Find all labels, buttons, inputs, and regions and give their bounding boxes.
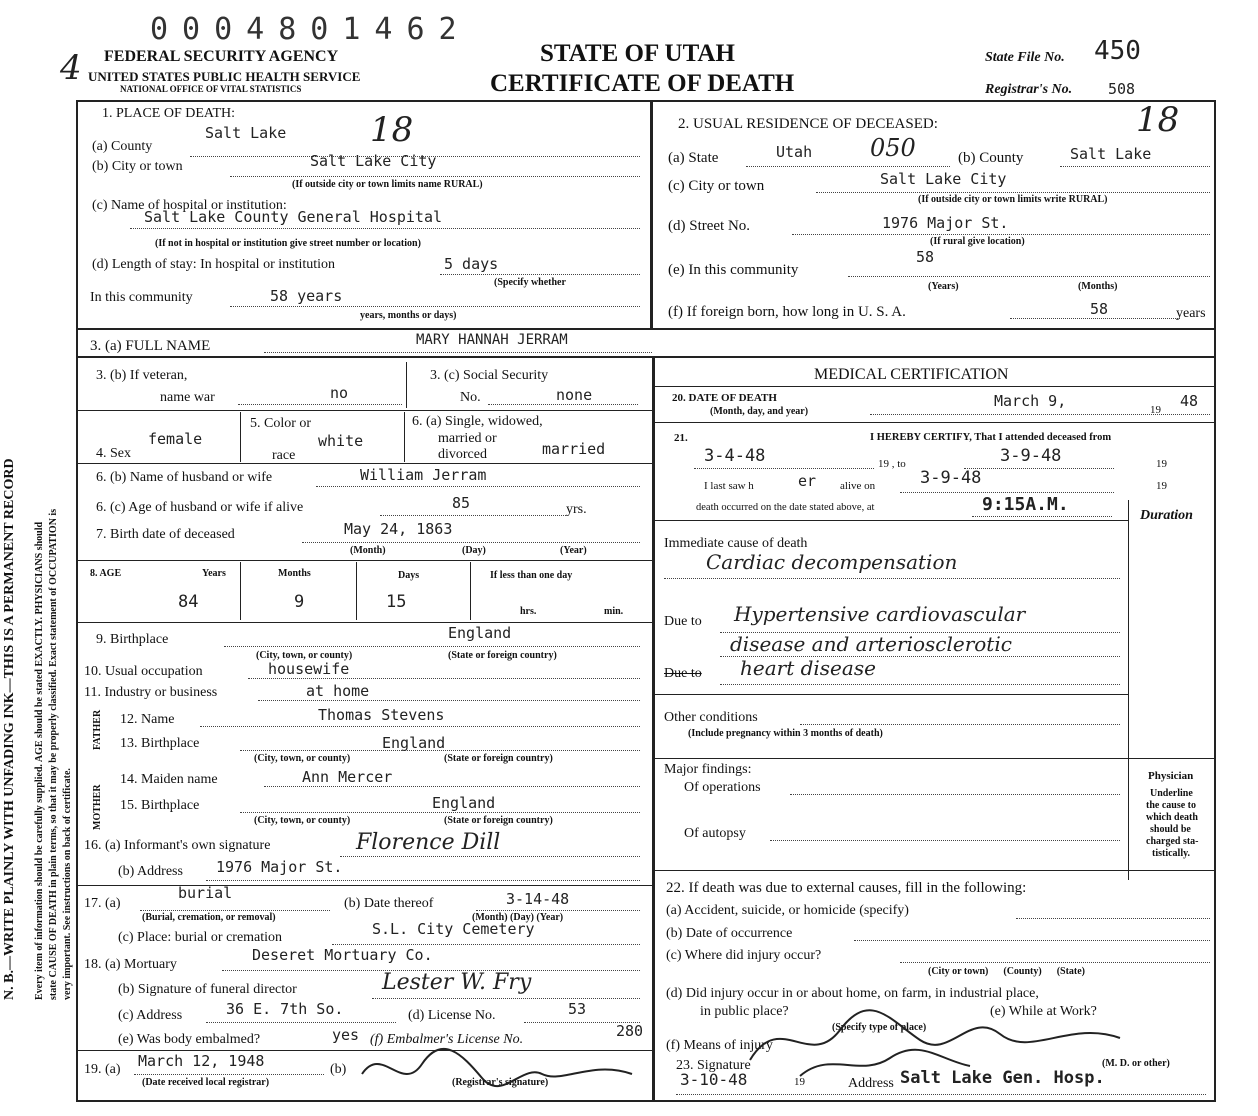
column-divider (650, 100, 653, 328)
state-file-number: 450 (1094, 36, 1141, 66)
veteran-value: no (330, 384, 349, 402)
rule (76, 560, 652, 561)
ss-value: none (556, 386, 593, 404)
burial-date-note: (Month) (Day) (Year) (472, 912, 564, 923)
residence-foreign-unit: years (1176, 306, 1206, 321)
birthplace-city-note: (City, town, or county) (256, 650, 353, 661)
mother-city-note: (City, town, or county) (254, 815, 351, 826)
registrar-number: 508 (1108, 80, 1136, 98)
physician-note-6: tistically. (1152, 848, 1191, 859)
due-cause-1: Hypertensive cardiovascular (734, 602, 1026, 626)
color-value: white (318, 432, 364, 450)
burial-place: S.L. City Cemetery (372, 920, 535, 938)
spouse-age-label: 6. (c) Age of husband or wife if alive (96, 500, 304, 515)
burial-kind-note: (Burial, cremation, or removal) (142, 912, 276, 923)
residence-city-label: (c) City or town (668, 178, 765, 194)
rule (230, 176, 640, 177)
divider-name-row (76, 328, 1216, 330)
death-time: 9:15A.M. (982, 494, 1069, 515)
rule (654, 870, 1214, 871)
physician-note-5: charged sta- (1146, 836, 1199, 847)
rule (264, 786, 640, 787)
rule (848, 276, 1210, 277)
father-birth: England (382, 734, 446, 752)
physician-title: Physician (1148, 770, 1194, 782)
residence-city: Salt Lake City (880, 170, 1007, 188)
rule (654, 386, 1214, 387)
registrar-number-label: Registrar's No. (985, 82, 1073, 97)
frame-left (76, 100, 78, 1100)
rule (1128, 500, 1129, 880)
rule (76, 885, 652, 886)
birth-label: 7. Birth date of deceased (96, 527, 235, 542)
external-e: (e) While at Work? (990, 1004, 1097, 1019)
frame-right (1214, 100, 1216, 1100)
rule (380, 515, 566, 516)
father-name-label: 12. Name (120, 712, 175, 727)
autopsy-label: Of autopsy (684, 826, 746, 841)
dod-value: March 9, (994, 392, 1067, 410)
attended-to: 3-9-48 (1000, 446, 1062, 466)
marital-label-2: married or (438, 431, 497, 446)
rule (130, 228, 640, 229)
war-label: name war (160, 390, 215, 405)
mortuary-address-label: (c) Address (118, 1008, 183, 1023)
residence-county-code: 18 (1136, 100, 1180, 140)
residence-foreign: 58 (1090, 300, 1109, 318)
rule (230, 306, 640, 307)
external-specify: (Specify type of place) (832, 1022, 927, 1033)
external-address-label: Address (848, 1076, 894, 1091)
occupation-value: housewife (268, 660, 350, 678)
informant-signature: Florence Dill (356, 830, 501, 855)
informant-address: 1976 Major St. (216, 858, 343, 876)
side-note-line-3: very important. See instructions on back of certificate. (62, 768, 73, 1000)
informant-label: 16. (a) Informant's own signature (84, 838, 271, 853)
embalmed-label: (e) Was body embalmed? (118, 1032, 261, 1047)
burial-value: burial (178, 884, 233, 902)
external-c-note: (City or town) (County) (State) (928, 966, 1086, 977)
place-county-code: 18 (370, 110, 414, 150)
side-note-line-2: state CAUSE OF DEATH in plain terms, so that it may be properly classified. Exact statement of OCCUPATION is (48, 508, 59, 1000)
office-name: NATIONAL OFFICE OF VITAL STATISTICS (120, 84, 302, 94)
rule (816, 192, 1210, 193)
residence-community-label: (e) In this community (668, 262, 799, 278)
residence-state-label: (a) State (668, 150, 719, 166)
place-hospital-note: (If not in hospital or institution give street number or location) (155, 238, 421, 249)
rule (76, 463, 652, 464)
birthplace-value: England (448, 624, 512, 642)
age-years: 84 (178, 592, 199, 612)
due-label-1: Due to (664, 614, 702, 629)
embalmed-value: yes (332, 1026, 360, 1044)
frame-top (76, 100, 1216, 102)
major-findings-label: Major findings: (664, 762, 752, 777)
rule (972, 516, 1112, 517)
rule (488, 404, 638, 405)
age-min-label: min. (604, 606, 624, 617)
residence-street: 1976 Major St. (882, 214, 1009, 232)
physician-signature (740, 1000, 1190, 1080)
license-label: (d) License No. (408, 1008, 496, 1023)
rule (720, 684, 1120, 685)
serial-number: 0004801462 (150, 12, 471, 47)
medical-heading: MEDICAL CERTIFICATION (814, 366, 1009, 383)
registrar-sig-note: (Registrar's signature) (452, 1077, 549, 1088)
informant-address-label: (b) Address (118, 864, 183, 879)
birth-year-label: (Year) (560, 545, 587, 556)
due-label-2: Due to (664, 666, 702, 681)
burial-date: 3-14-48 (506, 890, 570, 908)
age-hrs-label: hrs. (520, 606, 537, 617)
embalmer-license: 280 (616, 1022, 644, 1040)
rule (76, 410, 652, 411)
burial-place-label: (c) Place: burial or cremation (118, 930, 283, 945)
residence-street-label: (d) Street No. (668, 218, 751, 234)
father-birth-label: 13. Birthplace (120, 736, 200, 751)
rule (240, 812, 640, 813)
rule (332, 944, 640, 945)
external-md-note: (M. D. or other) (1102, 1058, 1170, 1069)
age-less-label: If less than one day (490, 570, 573, 581)
spouse-age-unit: yrs. (566, 502, 587, 517)
frame-bottom (76, 1100, 1216, 1102)
father-city-note: (City, town, or county) (254, 753, 351, 764)
residence-county-label: (b) County (958, 150, 1024, 166)
mother-birth: England (432, 794, 496, 812)
immediate-cause: Cardiac decompensation (706, 550, 958, 574)
registrar-date: March 12, 1948 (138, 1052, 265, 1070)
birth-day-label: (Day) (462, 545, 486, 556)
registrar-date-note: (Date received local registrar) (142, 1077, 270, 1088)
rule (470, 562, 471, 620)
column-divider-lower (652, 356, 655, 1100)
duration-label: Duration (1140, 508, 1193, 523)
marital-label-3: divorced (438, 447, 487, 462)
mother-name: Ann Mercer (302, 768, 393, 786)
place-city: Salt Lake City (310, 152, 437, 170)
birth-month-label: (Month) (350, 545, 386, 556)
father-name: Thomas Stevens (318, 706, 445, 724)
place-stay: 5 days (444, 255, 499, 273)
service-name: UNITED STATES PUBLIC HEALTH SERVICE (88, 69, 361, 84)
external-date: 3-10-48 (680, 1070, 748, 1089)
rule (404, 412, 405, 462)
ss-label: 3. (c) Social Security (430, 368, 549, 383)
place-community-label: In this community (90, 290, 193, 305)
sex-label: 4. Sex (96, 446, 131, 461)
place-specify-note: (Specify whether (494, 277, 566, 288)
rule (964, 468, 1114, 469)
due-cause-2: disease and arteriosclerotic (730, 632, 1012, 656)
rule (654, 694, 1128, 695)
dod-label: 20. DATE OF DEATH (672, 392, 777, 404)
rule (372, 998, 640, 999)
mortuary-label: 18. (a) Mortuary (84, 957, 177, 972)
license-value: 53 (568, 1000, 587, 1018)
occupation-label: 10. Usual occupation (84, 664, 203, 679)
sex-value: female (148, 430, 203, 448)
rule (746, 166, 950, 167)
external-b: (b) Date of occurrence (666, 926, 793, 941)
place-hospital-label: (c) Name of hospital or institution: (92, 198, 287, 213)
place-community: 58 years (270, 287, 343, 305)
external-address: Salt Lake Gen. Hosp. (900, 1068, 1105, 1088)
residence-community: 58 (916, 248, 935, 266)
rule (240, 750, 640, 751)
spouse-label: 6. (b) Name of husband or wife (96, 470, 273, 485)
father-side-label: FATHER (92, 709, 103, 750)
birth-value: May 24, 1863 (344, 520, 453, 538)
residence-street-note: (If rural give location) (930, 236, 1025, 247)
rule (206, 1022, 396, 1023)
agency-name: FEDERAL SECURITY AGENCY (104, 48, 339, 65)
attended-19: 19 (1156, 458, 1167, 470)
cert-text: I HEREBY CERTIFY, That I attended deceased from (870, 432, 1112, 443)
rule (206, 880, 640, 881)
director-label: (b) Signature of funeral director (118, 982, 297, 997)
rule (654, 758, 1214, 759)
rule (248, 678, 640, 679)
rule (654, 520, 1128, 521)
residence-county: Salt Lake (1070, 145, 1152, 163)
physician-note-2: the cause to (1146, 800, 1196, 811)
burial-date-label: (b) Date thereof (344, 896, 434, 911)
marital-label-1: 6. (a) Single, widowed, (412, 414, 543, 429)
residence-heading: 2. USUAL RESIDENCE OF DECEASED: (678, 116, 938, 132)
embalmer-label: (f) Embalmer's License No. (370, 1032, 524, 1047)
rule (854, 940, 1210, 941)
rule (870, 414, 1210, 415)
rule (356, 562, 357, 620)
mortuary-address: 36 E. 7th So. (226, 1000, 344, 1018)
physician-note-4: should be (1150, 824, 1191, 835)
rule (200, 726, 640, 727)
rule (240, 562, 241, 620)
operations-label: Of operations (684, 780, 761, 795)
rule (792, 234, 1210, 235)
rule (1060, 166, 1210, 167)
rule (76, 622, 652, 623)
age-months: 9 (294, 592, 305, 612)
rule (406, 362, 407, 408)
place-city-label: (b) City or town (92, 159, 183, 174)
rule (316, 486, 640, 487)
burial-label: 17. (a) (84, 896, 121, 911)
registrar-label: 19. (a) (84, 1062, 121, 1077)
spouse-age: 85 (452, 494, 471, 512)
mother-birth-label: 15. Birthplace (120, 798, 200, 813)
attended-to-label: 19 , to (878, 458, 906, 470)
residence-months-label: (Months) (1078, 281, 1118, 292)
birthplace-label: 9. Birthplace (96, 632, 169, 647)
veteran-label: 3. (b) If veteran, (96, 368, 188, 383)
rule (654, 422, 1214, 423)
rule (302, 542, 640, 543)
external-a: (a) Accident, suicide, or homicide (specify) (666, 903, 909, 918)
dod-year: 48 (1180, 392, 1199, 410)
marital-value: married (542, 440, 606, 458)
divider-name-row-bottom (76, 356, 1216, 358)
rule (694, 468, 874, 469)
external-heading: 22. If death was due to external causes, fill in the following: (666, 880, 1027, 896)
registrar-b-label: (b) (330, 1062, 347, 1077)
external-d: (d) Did injury occur in or about home, on farm, in industrial place, (666, 986, 1039, 1001)
mortuary-name: Deseret Mortuary Co. (252, 946, 433, 964)
external-19: 19 (794, 1076, 805, 1088)
rule (238, 404, 402, 405)
full-name: MARY HANNAH JERRAM (416, 332, 568, 348)
race-label: race (272, 448, 296, 463)
residence-years-label: (Years) (928, 281, 959, 292)
rule (264, 352, 652, 353)
rule (676, 1094, 1206, 1095)
side-note-line-1: Every item of information should be carefully supplied. AGE should be stated EXACTLY. PHYSICIANS should (34, 521, 45, 1000)
rule (664, 578, 1120, 579)
rule (140, 910, 330, 911)
residence-state: Utah (776, 143, 813, 161)
immediate-label: Immediate cause of death (664, 536, 808, 551)
rule (258, 700, 640, 701)
full-name-label: 3. (a) FULL NAME (90, 338, 211, 354)
due-cause-3: heart disease (740, 656, 876, 680)
external-sig-label: 23. Signature (676, 1058, 751, 1073)
place-stay-label: (d) Length of stay: In hospital or institution (92, 257, 336, 272)
attended-from: 3-4-48 (704, 446, 766, 466)
saw-her: er (798, 472, 817, 490)
rule (1016, 918, 1210, 919)
residence-state-code: 050 (870, 134, 916, 162)
rule (240, 412, 241, 462)
spouse-value: William Jerram (360, 466, 487, 484)
external-d2: in public place? (700, 1004, 789, 1019)
rule (476, 910, 640, 911)
industry-label: 11. Industry or business (84, 685, 218, 700)
cert-number: 21. (674, 432, 688, 444)
place-county-label: (a) County (92, 139, 153, 154)
age-label: 8. AGE (90, 568, 122, 579)
birthplace-state-note: (State or foreign country) (448, 650, 557, 661)
state-file-label: State File No. (985, 50, 1065, 65)
director-signature: Lester W. Fry (382, 970, 532, 995)
rule (224, 646, 640, 647)
saw-label: I last saw h (704, 480, 754, 492)
residence-foreign-label: (f) If foreign born, how long in U. S. A. (668, 304, 906, 320)
other-conditions-label: Other conditions (664, 710, 758, 725)
residence-city-note: (If outside city or town limits write RURAL) (918, 194, 1108, 205)
last-seen: 3-9-48 (920, 468, 982, 488)
age-days: 15 (386, 592, 407, 612)
rule (770, 840, 1120, 841)
state-title: STATE OF UTAH (540, 40, 735, 67)
last-seen-19: 19 (1156, 480, 1167, 492)
certificate-title: CERTIFICATE OF DEATH (490, 70, 795, 97)
other-conditions-note: (Include pregnancy within 3 months of death) (688, 728, 883, 739)
dod-yr-prefix: 19 (1150, 404, 1161, 416)
mother-state-note: (State or foreign country) (444, 815, 553, 826)
alive-label: alive on (840, 480, 876, 492)
place-city-note: (If outside city or town limits name RURAL) (292, 179, 483, 190)
place-hospital: Salt Lake County General Hospital (144, 208, 443, 226)
rule (1010, 318, 1180, 319)
age-years-label: Years (202, 568, 226, 579)
rule (134, 1074, 324, 1075)
mother-side-label: MOTHER (92, 784, 103, 830)
rule (900, 492, 1114, 493)
rule (790, 794, 1120, 795)
mother-name-label: 14. Maiden name (120, 772, 218, 787)
physician-note-3: which death (1146, 812, 1198, 823)
corner-mark: 4 (60, 48, 82, 88)
color-label: 5. Color or (250, 416, 312, 431)
industry-value: at home (306, 682, 370, 700)
rule (440, 274, 640, 275)
rule (340, 856, 640, 857)
side-note-permanent-record: N. B.—WRITE PLAINLY WITH UNFADING INK—THIS IS A PERMANENT RECORD (2, 458, 17, 1000)
place-county: Salt Lake (205, 124, 287, 142)
father-state-note: (State or foreign country) (444, 753, 553, 764)
age-days-label: Days (398, 570, 420, 581)
place-community-note: years, months or days) (360, 310, 457, 321)
ss-no-label: No. (460, 390, 481, 405)
rule (900, 962, 1210, 963)
external-f: (f) Means of injury (666, 1038, 773, 1053)
place-heading: 1. PLACE OF DEATH: (102, 106, 236, 121)
registrar-signature (352, 1034, 642, 1098)
dod-sub-label: (Month, day, and year) (710, 406, 809, 417)
external-c: (c) Where did injury occur? (666, 948, 822, 963)
death-time-label: death occurred on the date stated above, at (696, 502, 875, 513)
physician-note-1: Underline (1150, 788, 1193, 799)
rule (800, 724, 1120, 725)
age-months-label: Months (278, 568, 311, 579)
